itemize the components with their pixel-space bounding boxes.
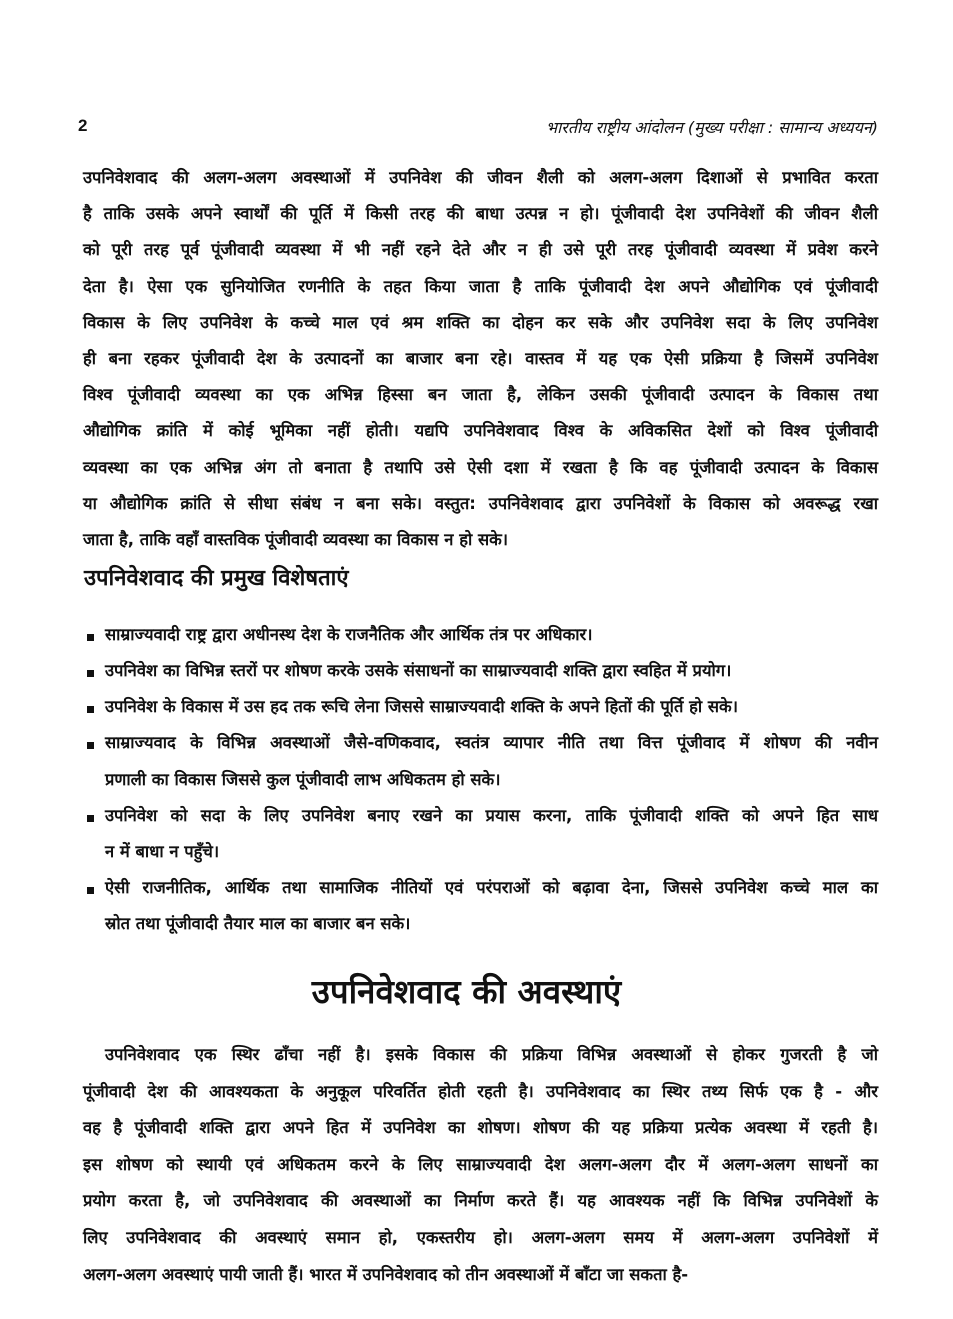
text-line: पूंजीवादी देश की आवश्यकता के अनुकूल परिवर्तित होती रहती है। उपनिवेशवाद का स्थिर तथ्य सिर्फ एक है - और <box>83 1081 878 1101</box>
text-line: वह है पूंजीवादी शक्ति द्वारा अपने हित में उपनिवेश का शोषण। शोषण की यह प्रक्रिया प्रत्येक अवस्था में रहती है। <box>83 1118 878 1138</box>
text-line: साम्राज्यवादी राष्ट्र द्वारा अधीनस्थ देश के राजनैतिक और आर्थिक तंत्र पर अधिकार। <box>105 625 593 644</box>
features-heading: उपनिवेशवाद की प्रमुख विशेषताएं <box>84 566 349 591</box>
text-line: व्यवस्था का एक अभिन्न अंग तो बनाता है तथापि उसे ऐसी दशा में रखता है कि वह पूंजीवादी उत्पादन के विकास <box>83 457 878 477</box>
text-line: साम्राज्यवाद के विभिन्न अवस्थाओं जैसे-वणिकवाद, स्वतंत्र व्यापार नीति तथा वित्त पूंजीवाद में शोषण की नवीन <box>105 733 878 752</box>
text-line: उपनिवेश के विकास में उस हद तक रूचि लेना जिससे साम्राज्यवादी शक्ति के अपने हितों की पूर्ति हो सके। <box>105 697 738 716</box>
bullet-icon <box>87 634 94 641</box>
text-line: उपनिवेशवाद एक स्थिर ढाँचा नहीं है। इसके विकास की प्रक्रिया विभिन्न अवस्थाओं से होकर गुजरती है जो <box>105 1045 878 1064</box>
page-number: 2 <box>78 116 88 135</box>
stages-heading-text: उपनिवेशवाद की अवस्थाएं <box>311 972 622 1011</box>
text-line: उपनिवेशवाद की अलग-अलग अवस्थाओं में उपनिवेश की जीवन शैली को अलग-अलग दिशाओं से प्रभावित करता <box>83 168 878 187</box>
text-line: प्रयोग करता है, जो उपनिवेशवाद की अवस्थाओं का निर्माण करते हैं। यह आवश्यक नहीं कि विभिन्न उपनिवेशों के <box>83 1191 878 1211</box>
text-line: प्रणाली का विकास जिससे कुल पूंजीवादी लाभ अधिकतम हो सके। <box>105 770 501 789</box>
stages-heading <box>0 968 953 1013</box>
bullet-icon <box>87 887 94 894</box>
text-line: ऐसी राजनीतिक, आर्थिक तथा सामाजिक नीतियों एवं परंपराओं को बढ़ावा देना, जिससे उपनिवेश कच्चे माल का <box>105 878 878 897</box>
text-line: विकास के लिए उपनिवेश के कच्चे माल एवं श्रम शक्ति का दोहन कर सके और उपनिवेश सदा के लिए उपनिवेश <box>83 312 878 332</box>
text-line: स्रोत तथा पूंजीवादी तैयार माल का बाजार बन सके। <box>105 914 411 933</box>
running-title: भारतीय राष्ट्रीय आंदोलन (मुख्य परीक्षा : सामान्य अध्ययन) <box>545 118 878 137</box>
text-line: अलग-अलग अवस्थाएं पायी जाती हैं। भारत में उपनिवेशवाद को तीन अवस्थाओं में बाँटा जा सकता है- <box>83 1264 689 1284</box>
bullet-icon <box>87 742 94 749</box>
text-line: विश्व पूंजीवादी व्यवस्था का एक अभिन्न हिस्सा बन जाता है, लेकिन उसकी पूंजीवादी उत्पादन के विकास तथा <box>83 385 878 405</box>
text-line: न में बाधा न पहुँचे। <box>105 842 220 861</box>
text-line: है ताकि उसके अपने स्वार्थों की पूर्ति में किसी तरह की बाधा उत्पन्न न हो। पूंजीवादी देश उपनिवेशों की जीवन शैली <box>83 204 878 224</box>
bullet-icon <box>87 670 94 677</box>
text-line: औद्योगिक क्रांति में कोई भूमिका नहीं होती। यद्यपि उपनिवेशवाद विश्व के अविकसित देशों को विश्व पूंजीवादी <box>83 421 878 441</box>
bullet-icon <box>87 706 94 713</box>
text-line: उपनिवेश को सदा के लिए उपनिवेश बनाए रखने का प्रयास करना, ताकि पूंजीवादी शक्ति को अपने हित साध <box>105 806 878 825</box>
text-line: जाता है, ताकि वहाँ वास्तविक पूंजीवादी व्यवस्था का विकास न हो सके। <box>83 530 509 549</box>
text-line: लिए उपनिवेशवाद की अवस्थाएं समान हो, एकस्तरीय हो। अलग-अलग समय में अलग-अलग उपनिवेशों में <box>83 1228 878 1247</box>
text-line: या औद्योगिक क्रांति से सीधा संबंध न बना सके। वस्तुत: उपनिवेशवाद द्वारा उपनिवेशों के विकास को अवरूद्ध रखा <box>83 493 878 513</box>
text-line: इस शोषण को स्थायी एवं अधिकतम करने के लिए साम्राज्यवादी देश अलग-अलग दौर में अलग-अलग साधनों का <box>83 1154 878 1174</box>
text-line: देता है। ऐसा एक सुनियोजित रणनीति के तहत किया जाता है ताकि पूंजीवादी देश अपने औद्योगिक एवं पूंजीवादी <box>83 276 878 296</box>
text-line: को पूरी तरह पूर्व पूंजीवादी व्यवस्था में भी नहीं रहने देते और न ही उसे पूरी तरह पूंजीवादी व्यवस्था में प्रवेश करने <box>83 240 878 260</box>
text-line: ही बना रहकर पूंजीवादी देश के उत्पादनों का बाजार बना रहे। वास्तव में यह एक ऐसी प्रक्रिया है जिसमें उपनिवेश <box>83 349 878 368</box>
bullet-icon <box>87 815 94 822</box>
text-line: उपनिवेश का विभिन्न स्तरों पर शोषण करके उसके संसाधनों का साम्राज्यवादी शक्ति द्वारा स्वहित में प्रयोग। <box>105 661 732 680</box>
